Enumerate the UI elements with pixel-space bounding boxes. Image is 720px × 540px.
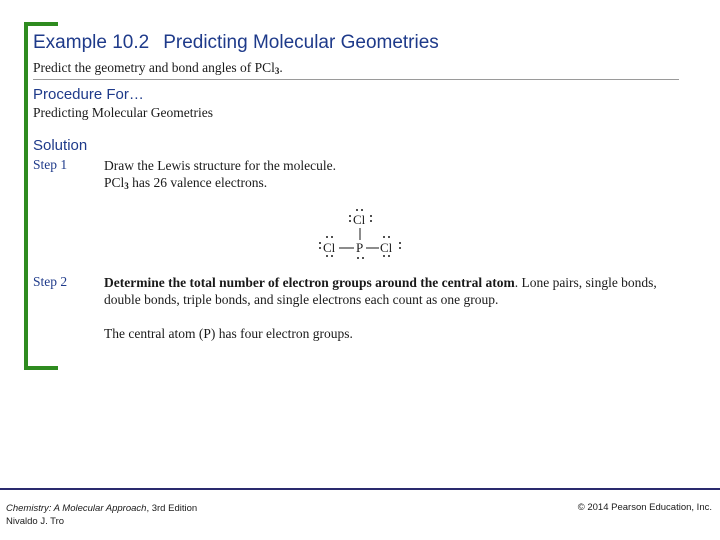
step-1-label: Step 1 [33, 157, 68, 172]
step-1-text [104, 157, 694, 195]
lewis-left-atom: Cl [323, 240, 336, 255]
book-title: Chemistry: A Molecular Approach [6, 503, 147, 514]
question-subscript: 3 [274, 66, 280, 76]
page-title [33, 32, 439, 54]
step-2-rest: . Lone pairs, single bonds, double bonds, triple bonds, and single electrons each count as one group. [104, 275, 657, 307]
copyright: © 2014 Pearson Education, Inc. [577, 502, 712, 513]
step-1-line2 [104, 174, 694, 195]
book-edition: , 3rd Edition [146, 503, 198, 514]
procedure-subtitle: Predicting Molecular Geometries [33, 105, 213, 120]
solution-heading: Solution [33, 137, 88, 154]
step-2-text [104, 274, 694, 308]
footer-divider [0, 488, 720, 490]
lewis-structure-diagram [318, 208, 404, 264]
procedure-heading: Procedure For… [33, 86, 144, 103]
step-2-label: Step 2 [33, 274, 68, 289]
divider [33, 79, 679, 80]
step-2-bold: Determine the total number of electron groups around the central atom [104, 275, 515, 290]
example-name: Predicting Molecular Geometries [163, 32, 439, 53]
lewis-right-atom: Cl [380, 240, 393, 255]
footer-citation [6, 502, 197, 528]
step-2-note: The central atom (P) has four electron groups. [104, 326, 353, 341]
step-1-line1: Draw the Lewis structure for the molecule. [104, 158, 337, 173]
lewis-top-atom: Cl [353, 212, 366, 227]
step-1-subscript: 3 [124, 181, 129, 191]
question-end: . [279, 60, 283, 75]
step-1-formula: PCl [104, 175, 125, 190]
book-author: Nivaldo J. Tro [6, 516, 65, 527]
step-1-line2-rest: has 26 valence electrons. [128, 175, 268, 190]
question-text [33, 60, 283, 76]
example-number: Example 10.2 [33, 32, 150, 53]
question-body: Predict the geometry and bond angles of PCl [33, 60, 275, 75]
lewis-center-atom: P [356, 240, 364, 255]
